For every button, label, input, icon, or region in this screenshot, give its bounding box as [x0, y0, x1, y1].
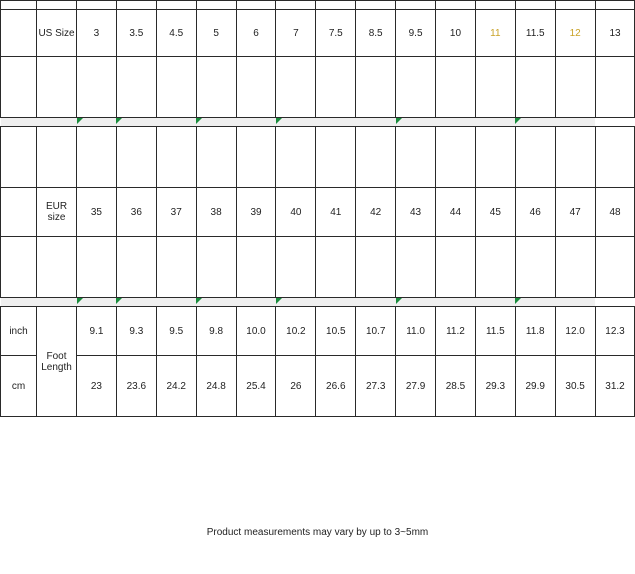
comment-flag-icon [396, 298, 402, 304]
gutter-cell [1, 127, 37, 188]
comment-flag-icon [515, 118, 521, 124]
band-cell-flag [276, 298, 316, 307]
cell-cm-9: 27.9 [396, 356, 436, 417]
cell-eur-4: 38 [196, 188, 236, 237]
band-cell [37, 118, 77, 127]
spacer-cell [396, 57, 436, 118]
spacer-cell [316, 57, 356, 118]
cell-us-6: 7 [276, 10, 316, 57]
cell-inch-11: 11.5 [475, 307, 515, 356]
cell-inch-14: 12.3 [595, 307, 635, 356]
table-band-row-lower [1, 298, 635, 307]
spacer-cell [316, 237, 356, 298]
foot-length-line1: Foot [46, 350, 67, 362]
gutter-cell [37, 127, 77, 188]
cell-cm-11: 29.3 [475, 356, 515, 417]
cell-eur-14: 48 [595, 188, 635, 237]
spacer-cell [316, 1, 356, 10]
band-cell-flag [196, 118, 236, 127]
spacer-cell [116, 127, 156, 188]
spacer-cell [156, 127, 196, 188]
comment-flag-icon [116, 118, 122, 124]
cell-us-5: 6 [236, 10, 276, 57]
spacer-cell [555, 127, 595, 188]
cell-eur-13: 47 [555, 188, 595, 237]
cell-inch-13: 12.0 [555, 307, 595, 356]
band-cell [1, 118, 37, 127]
spacer-cell [116, 1, 156, 10]
table-row-us-size [1, 10, 635, 57]
cell-cm-2: 23.6 [116, 356, 156, 417]
row-label-eur-size: EUR size [37, 188, 77, 237]
row-label-foot-length [37, 307, 77, 417]
cell-us-14: 13 [595, 10, 635, 57]
spacer-cell [196, 127, 236, 188]
row-label-us-size: US Size [37, 10, 77, 57]
spacer-cell [236, 1, 276, 10]
table-top-strip [1, 1, 635, 10]
comment-flag-icon [196, 118, 202, 124]
comment-flag-icon [77, 298, 83, 304]
spacer-cell [77, 57, 117, 118]
spacer-cell [595, 57, 635, 118]
cell-cm-13: 30.5 [555, 356, 595, 417]
measurement-disclaimer: Product measurements may vary by up to 3~5mm [206, 527, 429, 538]
spacer-cell [356, 57, 396, 118]
spacer-cell [276, 237, 316, 298]
band-cell [356, 118, 396, 127]
comment-flag-icon [396, 118, 402, 124]
spacer-cell [555, 237, 595, 298]
spacer-cell [316, 127, 356, 188]
row-label-inch: inch [1, 307, 37, 356]
cell-inch-6: 10.2 [276, 307, 316, 356]
cell-cm-12: 29.9 [515, 356, 555, 417]
cell-us-3: 4.5 [156, 10, 196, 57]
band-cell [156, 298, 196, 307]
band-cell [1, 298, 37, 307]
cell-cm-14: 31.2 [595, 356, 635, 417]
cell-cm-1: 23 [77, 356, 117, 417]
spacer-cell [396, 1, 436, 10]
gutter-cell [37, 57, 77, 118]
spacer-cell [436, 127, 476, 188]
spacer-cell [77, 127, 117, 188]
spacer-cell [475, 57, 515, 118]
cell-us-11: 11 [475, 10, 515, 57]
cell-inch-12: 11.8 [515, 307, 555, 356]
gutter-cell [37, 1, 77, 10]
cell-inch-1: 9.1 [77, 307, 117, 356]
spacer-cell [356, 1, 396, 10]
cell-us-2: 3.5 [116, 10, 156, 57]
cell-cm-10: 28.5 [436, 356, 476, 417]
spacer-cell [515, 57, 555, 118]
cell-cm-4: 24.8 [196, 356, 236, 417]
spacer-cell [236, 57, 276, 118]
spacer-cell [236, 127, 276, 188]
gutter-cell [1, 57, 37, 118]
table-gap-row [1, 127, 635, 188]
spacer-cell [156, 1, 196, 10]
band-cell-flag [116, 118, 156, 127]
cell-us-7: 7.5 [316, 10, 356, 57]
spacer-cell [475, 1, 515, 10]
cell-inch-7: 10.5 [316, 307, 356, 356]
cell-eur-11: 45 [475, 188, 515, 237]
spacer-cell [236, 237, 276, 298]
band-cell-flag [116, 298, 156, 307]
row-label-cm: cm [1, 356, 37, 417]
comment-flag-icon [77, 118, 83, 124]
spacer-cell [515, 1, 555, 10]
band-cell [436, 298, 476, 307]
table-row-cm [1, 356, 635, 417]
spacer-cell [595, 237, 635, 298]
band-cell [555, 298, 595, 307]
cell-inch-10: 11.2 [436, 307, 476, 356]
cell-eur-12: 46 [515, 188, 555, 237]
spacer-cell [436, 1, 476, 10]
band-cell [356, 298, 396, 307]
gutter-cell [1, 237, 37, 298]
spacer-cell [276, 57, 316, 118]
spacer-cell [475, 127, 515, 188]
cell-us-8: 8.5 [356, 10, 396, 57]
band-cell [37, 298, 77, 307]
band-cell-flag [77, 118, 117, 127]
spacer-cell [156, 57, 196, 118]
table-band-row-upper [1, 118, 635, 127]
spacer-cell [116, 237, 156, 298]
cell-inch-9: 11.0 [396, 307, 436, 356]
band-cell [475, 298, 515, 307]
spacer-cell [116, 57, 156, 118]
spacer-cell [356, 237, 396, 298]
comment-flag-icon [196, 298, 202, 304]
cell-cm-8: 27.3 [356, 356, 396, 417]
foot-length-line2: Length [41, 361, 72, 373]
cell-eur-9: 43 [396, 188, 436, 237]
cell-eur-6: 40 [276, 188, 316, 237]
cell-us-4: 5 [196, 10, 236, 57]
spacer-cell [555, 57, 595, 118]
cell-us-1: 3 [77, 10, 117, 57]
table-row-eur-size [1, 188, 635, 237]
table-gap-row [1, 57, 635, 118]
cell-eur-8: 42 [356, 188, 396, 237]
cell-inch-5: 10.0 [236, 307, 276, 356]
band-cell-flag [515, 298, 555, 307]
cell-us-12: 11.5 [515, 10, 555, 57]
cell-cm-7: 26.6 [316, 356, 356, 417]
comment-flag-icon [515, 298, 521, 304]
gutter-cell [37, 237, 77, 298]
spacer-cell [276, 1, 316, 10]
band-cell [156, 118, 196, 127]
spacer-cell [595, 127, 635, 188]
spacer-cell [77, 1, 117, 10]
spacer-cell [475, 237, 515, 298]
gutter-cell [1, 188, 37, 237]
band-cell [316, 298, 356, 307]
band-cell [555, 118, 595, 127]
spacer-cell [436, 237, 476, 298]
spacer-cell [515, 127, 555, 188]
spacer-cell [396, 127, 436, 188]
band-cell [475, 118, 515, 127]
spacer-cell [196, 57, 236, 118]
comment-flag-icon [276, 298, 282, 304]
spacer-cell [595, 1, 635, 10]
cell-inch-3: 9.5 [156, 307, 196, 356]
spacer-cell [436, 57, 476, 118]
table-row-inch [1, 307, 635, 356]
band-cell [236, 118, 276, 127]
cell-eur-7: 41 [316, 188, 356, 237]
cell-eur-5: 39 [236, 188, 276, 237]
cell-eur-10: 44 [436, 188, 476, 237]
comment-flag-icon [116, 298, 122, 304]
spacer-cell [555, 1, 595, 10]
band-cell-flag [77, 298, 117, 307]
cell-us-10: 10 [436, 10, 476, 57]
spacer-cell [77, 237, 117, 298]
cell-us-9: 9.5 [396, 10, 436, 57]
band-cell [316, 118, 356, 127]
gutter-cell [1, 1, 37, 10]
spacer-cell [396, 237, 436, 298]
spacer-cell [196, 1, 236, 10]
band-cell-flag [396, 118, 436, 127]
gutter-cell [1, 10, 37, 57]
spacer-cell [515, 237, 555, 298]
band-cell [436, 118, 476, 127]
band-cell-flag [196, 298, 236, 307]
band-cell-flag [276, 118, 316, 127]
band-cell [236, 298, 276, 307]
spacer-cell [156, 237, 196, 298]
cell-cm-6: 26 [276, 356, 316, 417]
cell-inch-2: 9.3 [116, 307, 156, 356]
cell-inch-4: 9.8 [196, 307, 236, 356]
cell-eur-2: 36 [116, 188, 156, 237]
cell-eur-3: 37 [156, 188, 196, 237]
band-cell-flag [515, 118, 555, 127]
cell-cm-3: 24.2 [156, 356, 196, 417]
cell-us-13: 12 [555, 10, 595, 57]
band-cell-flag [396, 298, 436, 307]
spacer-cell [276, 127, 316, 188]
table-gap-row [1, 237, 635, 298]
spacer-cell [356, 127, 396, 188]
spacer-cell [196, 237, 236, 298]
cell-inch-8: 10.7 [356, 307, 396, 356]
comment-flag-icon [276, 118, 282, 124]
cell-eur-1: 35 [77, 188, 117, 237]
cell-cm-5: 25.4 [236, 356, 276, 417]
